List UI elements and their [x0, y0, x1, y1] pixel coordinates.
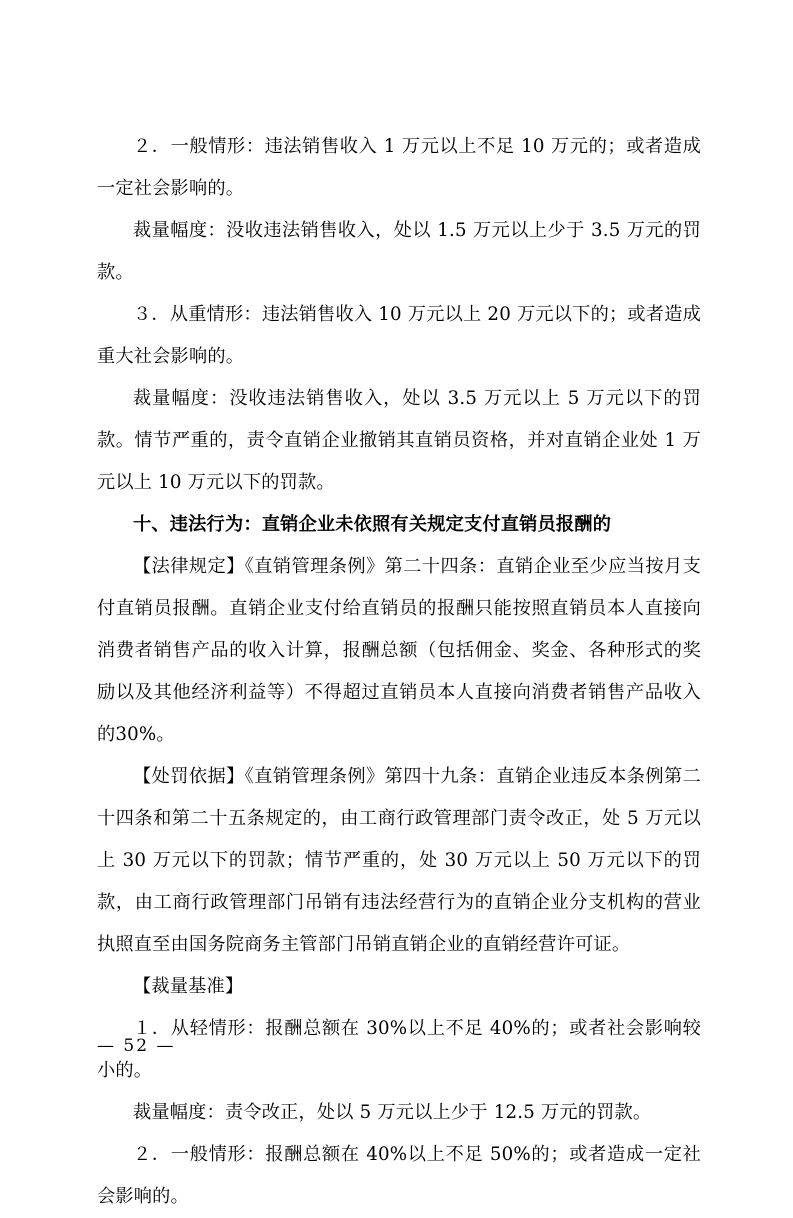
paragraph: ３．从重情形：违法销售收入 10 万元以上 20 万元以下的；或者造成重大社会影响的。 — [97, 304, 701, 367]
paragraph: 【处罚依据】《直销管理条例》第四十九条：直销企业违反本条例第二十四条和第二十五条规定的，由工商行政管理部门责令改正，处 5 万元以上 30 万元以下的罚款；情节严重的，处 30 万元以上 50 万元以下的罚款，由工商行政管理部门吊销有违法经营行为的直销企业分支机构的营业执照直至由国务院商务主管部门吊销直销企业的直销经营许可证。 — [97, 766, 701, 955]
paragraph: 【法律规定】《直销管理条例》第二十四条：直销企业至少应当按月支付直销员报酬。直销企业支付给直销员的报酬只能按照直销员本人直接向消费者销售产品的收入计算，报酬总额（包括佣金、奖金、各种形式的奖励以及其他经济利益等）不得超过直销员本人直接向消费者销售产品收入的30%。 — [97, 556, 701, 745]
page-number: — 52 — — [97, 1036, 176, 1056]
paragraph: １．从轻情形：报酬总额在 30%以上不足 40%的；或者社会影响较小的。 — [97, 1018, 701, 1081]
paragraph: ２．一般情形：报酬总额在 40%以上不足 50%的；或者造成一定社会影响的。 — [97, 1144, 701, 1207]
paragraph: 裁量幅度：责令改正，处以 5 万元以上少于 12.5 万元的罚款。 — [133, 1102, 652, 1123]
paragraph: 【裁量基准】 — [133, 976, 244, 997]
paragraph: 裁量幅度：没收违法销售收入，处以 3.5 万元以上 5 万元以下的罚款。情节严重的，责令直销企业撤销其直销员资格，并对直销企业处 1 万元以上 10 万元以下的罚款。 — [97, 388, 701, 493]
paragraph: 裁量幅度：没收违法销售收入，处以 1.5 万元以上少于 3.5 万元的罚款。 — [97, 220, 701, 283]
paragraph: ２．一般情形：违法销售收入 1 万元以上不足 10 万元的；或者造成一定社会影响的。 — [97, 136, 701, 199]
section-heading: 十、违法行为：直销企业未依照有关规定支付直销员报酬的 — [133, 514, 612, 535]
page-footer — [97, 1036, 701, 1056]
